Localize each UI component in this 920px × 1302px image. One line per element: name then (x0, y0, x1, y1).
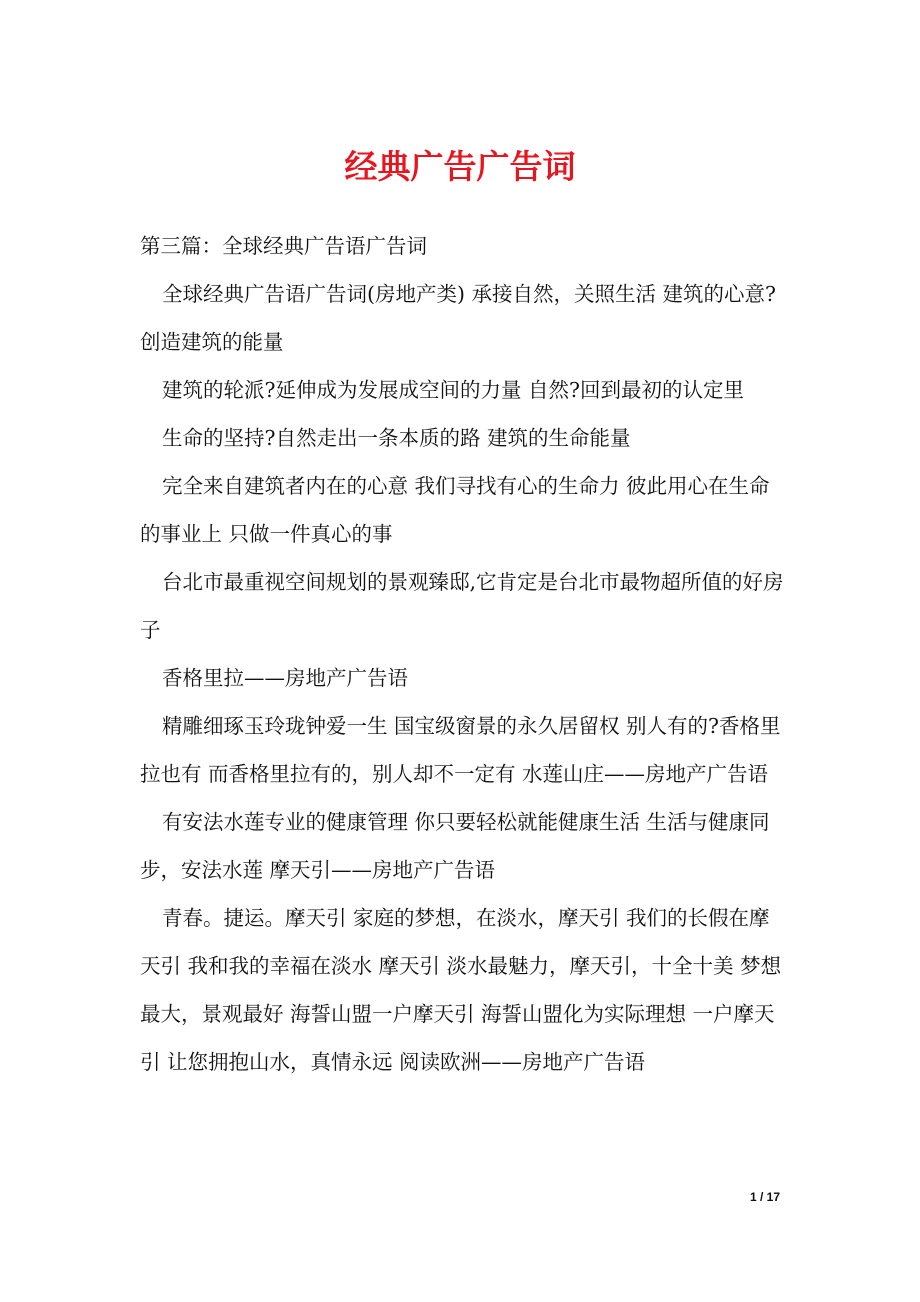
document-title: 经典广告广告词 (344, 147, 576, 186)
paragraph: 有安法水莲专业的健康管理 你只要轻松就能健康生活 生活与健康同步，安法水莲 摩天引——房地产广告语 (140, 810, 770, 882)
paragraph: 青春。捷运。摩天引 家庭的梦想，在淡水，摩天引 我们的长假在摩天引 我和我的幸福在淡水 摩天引 淡水最魅力，摩天引，十全十美 梦想最大，景观最好 海誓山盟一户摩天引 海誓山盟化为实际理想 一户摩天引 让您拥抱山水，真情永远 阅读欧洲——房地产广告语 (140, 906, 782, 1074)
paragraph: 生命的坚持?自然走出一条本质的路 建筑的生命能量 (162, 426, 631, 450)
paragraph: 精雕细琢玉玲珑钟爱一生 国宝级窗景的永久居留权 别人有的?香格里拉也有 而香格里拉有的，别人却不一定有 水莲山庄——房地产广告语 (140, 714, 781, 786)
paragraph: 台北市最重视空间规划的景观臻邸,它肯定是台北市最物超所值的好房子 (140, 570, 784, 642)
paragraph: 香格里拉——房地产广告语 (162, 666, 408, 690)
paragraph: 全球经典广告语广告词(房地产类) 承接自然，关照生活 建筑的心意?创造建筑的能量 (140, 282, 777, 354)
document-body (140, 222, 785, 1086)
paragraph: 建筑的轮派?延伸成为发展成空间的力量 自然?回到最初的认定里 (162, 378, 744, 402)
paragraph: 完全来自建筑者内在的心意 我们寻找有心的生命力 彼此用心在生命的事业上 只做一件真心的事 (140, 474, 770, 546)
page-number: 1 / 17 (749, 1190, 780, 1204)
section-heading: 第三篇：全球经典广告语广告词 (140, 234, 427, 258)
